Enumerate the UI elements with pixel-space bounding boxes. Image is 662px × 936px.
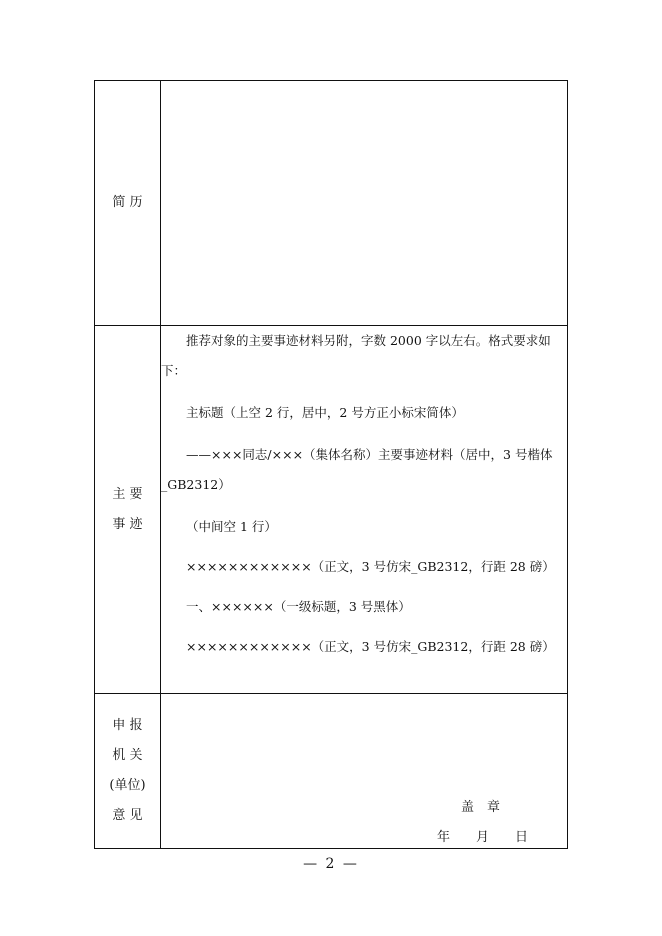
deeds-label xyxy=(95,326,161,694)
opinion-label-line-4: 意 见 xyxy=(112,808,143,823)
opinion-label xyxy=(95,694,161,849)
deeds-label-line-2: 事 迹 xyxy=(112,516,143,532)
opinion-label-line-1: 申 报 xyxy=(112,718,143,733)
format-body-text-2: ××××××××××××（正文，3 号仿宋_GB2312，行距 28 磅） xyxy=(186,639,555,654)
page-number: — 2 — xyxy=(303,856,359,872)
opinion-label-line-2: 机 关 xyxy=(112,748,143,763)
format-subtitle: ——×××同志/×××（集体名称）主要事迹材料（居中，3 号楷体_GB2312） xyxy=(161,447,553,492)
format-body-text-1: ××××××××××××（正文，3 号仿宋_GB2312，行距 28 磅） xyxy=(186,559,555,574)
deeds-label-line-1: 主 要 xyxy=(112,486,143,502)
resume-content-cell[interactable] xyxy=(161,81,568,326)
resume-row xyxy=(95,81,568,326)
resume-label: 简 历 xyxy=(95,81,161,326)
date-line: 年 月 日 xyxy=(437,830,529,845)
opinion-row xyxy=(95,694,568,849)
format-main-title: 主标题（上空 2 行，居中，2 号方正小标宋简体） xyxy=(186,405,464,420)
deeds-content-cell[interactable] xyxy=(161,326,568,694)
opinion-content-cell[interactable] xyxy=(161,694,568,849)
deeds-row xyxy=(95,326,568,694)
format-blank-line: （中间空 1 行） xyxy=(186,519,277,534)
deeds-intro-text: 推荐对象的主要事迹材料另附，字数 2000 字以左右。格式要求如下： xyxy=(161,333,551,378)
opinion-label-line-3: (单位) xyxy=(109,778,146,793)
format-first-level-heading: 一、××××××（一级标题，3 号黑体） xyxy=(186,599,411,614)
nomination-form-table xyxy=(94,80,568,849)
seal-label: 盖 章 xyxy=(461,800,501,815)
